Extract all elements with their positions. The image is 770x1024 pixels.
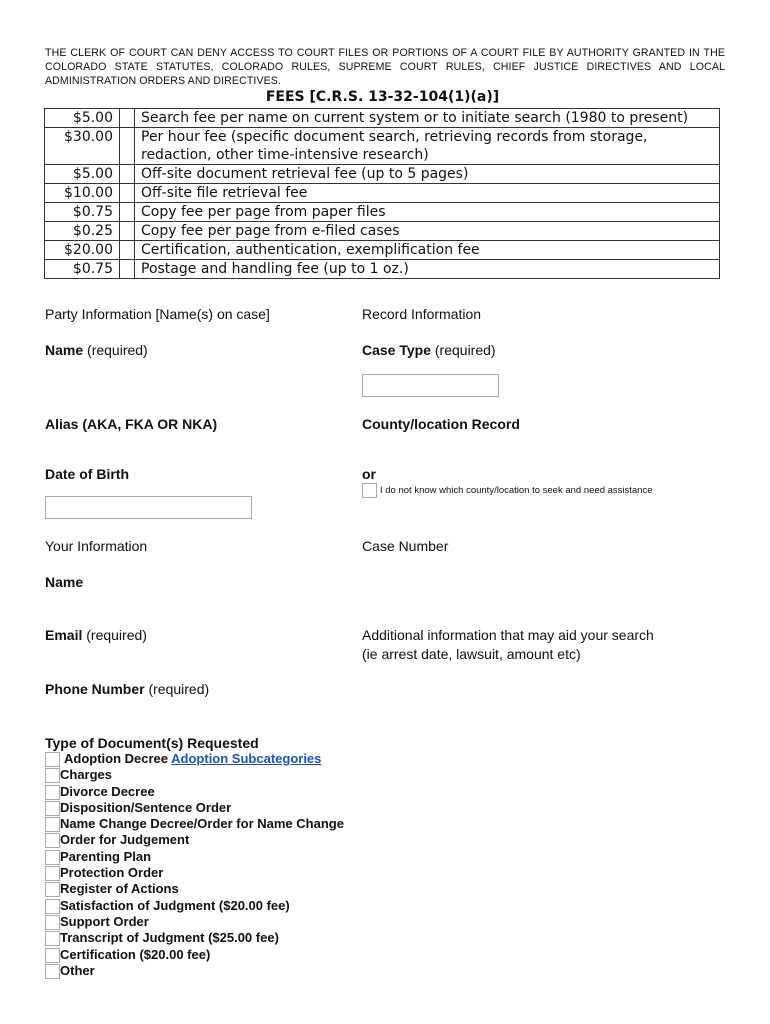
- fee-row: [45, 128, 720, 165]
- fee-amount: $5.00: [45, 165, 120, 184]
- doc-item-label: Other: [60, 962, 95, 978]
- checkbox[interactable]: [45, 899, 60, 914]
- doc-item-label: Transcript of Judgment ($25.00 fee): [60, 930, 279, 946]
- checkbox[interactable]: [45, 850, 60, 865]
- fee-amount: $30.00: [45, 128, 120, 165]
- checkbox[interactable]: [45, 785, 60, 800]
- adoption-subcategories-link[interactable]: Adoption Subcategories: [171, 751, 322, 766]
- additional-info-line1: Additional information that may aid your search: [362, 627, 654, 643]
- fee-row: [45, 241, 720, 260]
- doc-item-label: Charges: [60, 767, 113, 783]
- record-info-heading: Record Information: [362, 306, 482, 322]
- your-name-label: Name: [45, 574, 84, 590]
- doc-item-label: Divorce Decree: [60, 783, 155, 799]
- checkbox[interactable]: [45, 948, 60, 963]
- checkbox[interactable]: [45, 931, 60, 946]
- fee-row: [45, 165, 720, 184]
- doc-item-label: Support Order: [60, 913, 149, 929]
- doc-item-label: Disposition/Sentence Order: [60, 799, 232, 815]
- phone-label: Phone Number (required): [45, 681, 210, 697]
- checkbox[interactable]: [45, 801, 60, 816]
- fee-row: [45, 260, 720, 279]
- fees-title: FEES [C.R.S. 13-32-104(1)(a)]: [265, 89, 500, 105]
- case-type-select[interactable]: [362, 374, 499, 397]
- fee-amount: $0.75: [45, 203, 120, 222]
- fee-amount: $0.25: [45, 222, 120, 241]
- checkbox[interactable]: [45, 866, 60, 881]
- alias-label: Alias (AKA, FKA OR NKA): [45, 416, 218, 432]
- fee-description: Per hour fee (specific document search, retrieving records from storage, redaction, other time-intensive research): [135, 128, 720, 165]
- fee-amount: $5.00: [45, 109, 120, 128]
- fee-row: [45, 184, 720, 203]
- fee-description: Copy fee per page from e-filed cases: [135, 222, 720, 241]
- fee-description: Postage and handling fee (up to 1 oz.): [135, 260, 720, 279]
- fee-row: [45, 109, 720, 128]
- doc-item-label: Order for Judgement: [60, 832, 190, 848]
- checkbox[interactable]: [45, 882, 60, 897]
- party-info-heading: Party Information [Name(s) on case]: [45, 306, 270, 322]
- fee-description: Certification, authentication, exemplification fee: [135, 241, 720, 260]
- doc-item-label: Protection Order: [60, 865, 164, 881]
- checkbox[interactable]: [45, 752, 60, 767]
- fee-description: Copy fee per page from paper files: [135, 203, 720, 222]
- access-notice: THE CLERK OF COURT CAN DENY ACCESS TO COURT FILES OR PORTIONS OF A COURT FILE BY AUTHORITY GRANTED IN THE COLORADO STATE STATUTES, COLORADO RULES, SUPREME COURT RULES, CHIEF JUSTICE DIRECTIVES AND LOCAL ADMINISTRATION ORDERS AND DIRECTIVES.: [45, 47, 725, 88]
- fee-row: [45, 222, 720, 241]
- documents-heading: Type of Document(s) Requested: [45, 735, 259, 751]
- doc-item-label: Parenting Plan: [60, 848, 152, 864]
- fees-table: [44, 108, 720, 279]
- checkbox[interactable]: [45, 817, 60, 832]
- dob-input[interactable]: [45, 496, 252, 519]
- unknown-county-label: I do not know which county/location to seek and need assistance: [380, 485, 653, 496]
- case-type-label: Case Type (required): [362, 342, 496, 358]
- doc-item-label: Register of Actions: [60, 881, 179, 897]
- fee-row: [45, 203, 720, 222]
- case-number-label: Case Number: [362, 538, 449, 554]
- fee-description: Off-site file retrieval fee: [135, 184, 720, 203]
- checkbox[interactable]: [45, 915, 60, 930]
- party-name-label: Name (required): [45, 342, 148, 358]
- fee-amount: $20.00: [45, 241, 120, 260]
- fee-description: Off-site document retrieval fee (up to 5 pages): [135, 165, 720, 184]
- doc-item-label: Certification ($20.00 fee): [60, 946, 211, 962]
- county-label: County/location Record: [362, 416, 520, 432]
- checkbox[interactable]: [45, 833, 60, 848]
- fee-amount: $0.75: [45, 260, 120, 279]
- doc-item-label: Name Change Decree/Order for Name Change: [60, 816, 344, 832]
- unknown-county-checkbox[interactable]: [362, 483, 377, 498]
- fee-amount: $10.00: [45, 184, 120, 203]
- email-label: Email (required): [45, 627, 147, 643]
- your-info-heading: Your Information: [45, 538, 148, 554]
- checkbox[interactable]: [45, 768, 60, 783]
- doc-item-label: Satisfaction of Judgment ($20.00 fee): [60, 897, 290, 913]
- fee-description: Search fee per name on current system or to initiate search (1980 to present): [135, 109, 720, 128]
- dob-label: Date of Birth: [45, 466, 129, 482]
- checkbox[interactable]: [45, 964, 60, 979]
- or-label: or: [362, 466, 376, 482]
- additional-info-line2: (ie arrest date, lawsuit, amount etc): [362, 646, 581, 662]
